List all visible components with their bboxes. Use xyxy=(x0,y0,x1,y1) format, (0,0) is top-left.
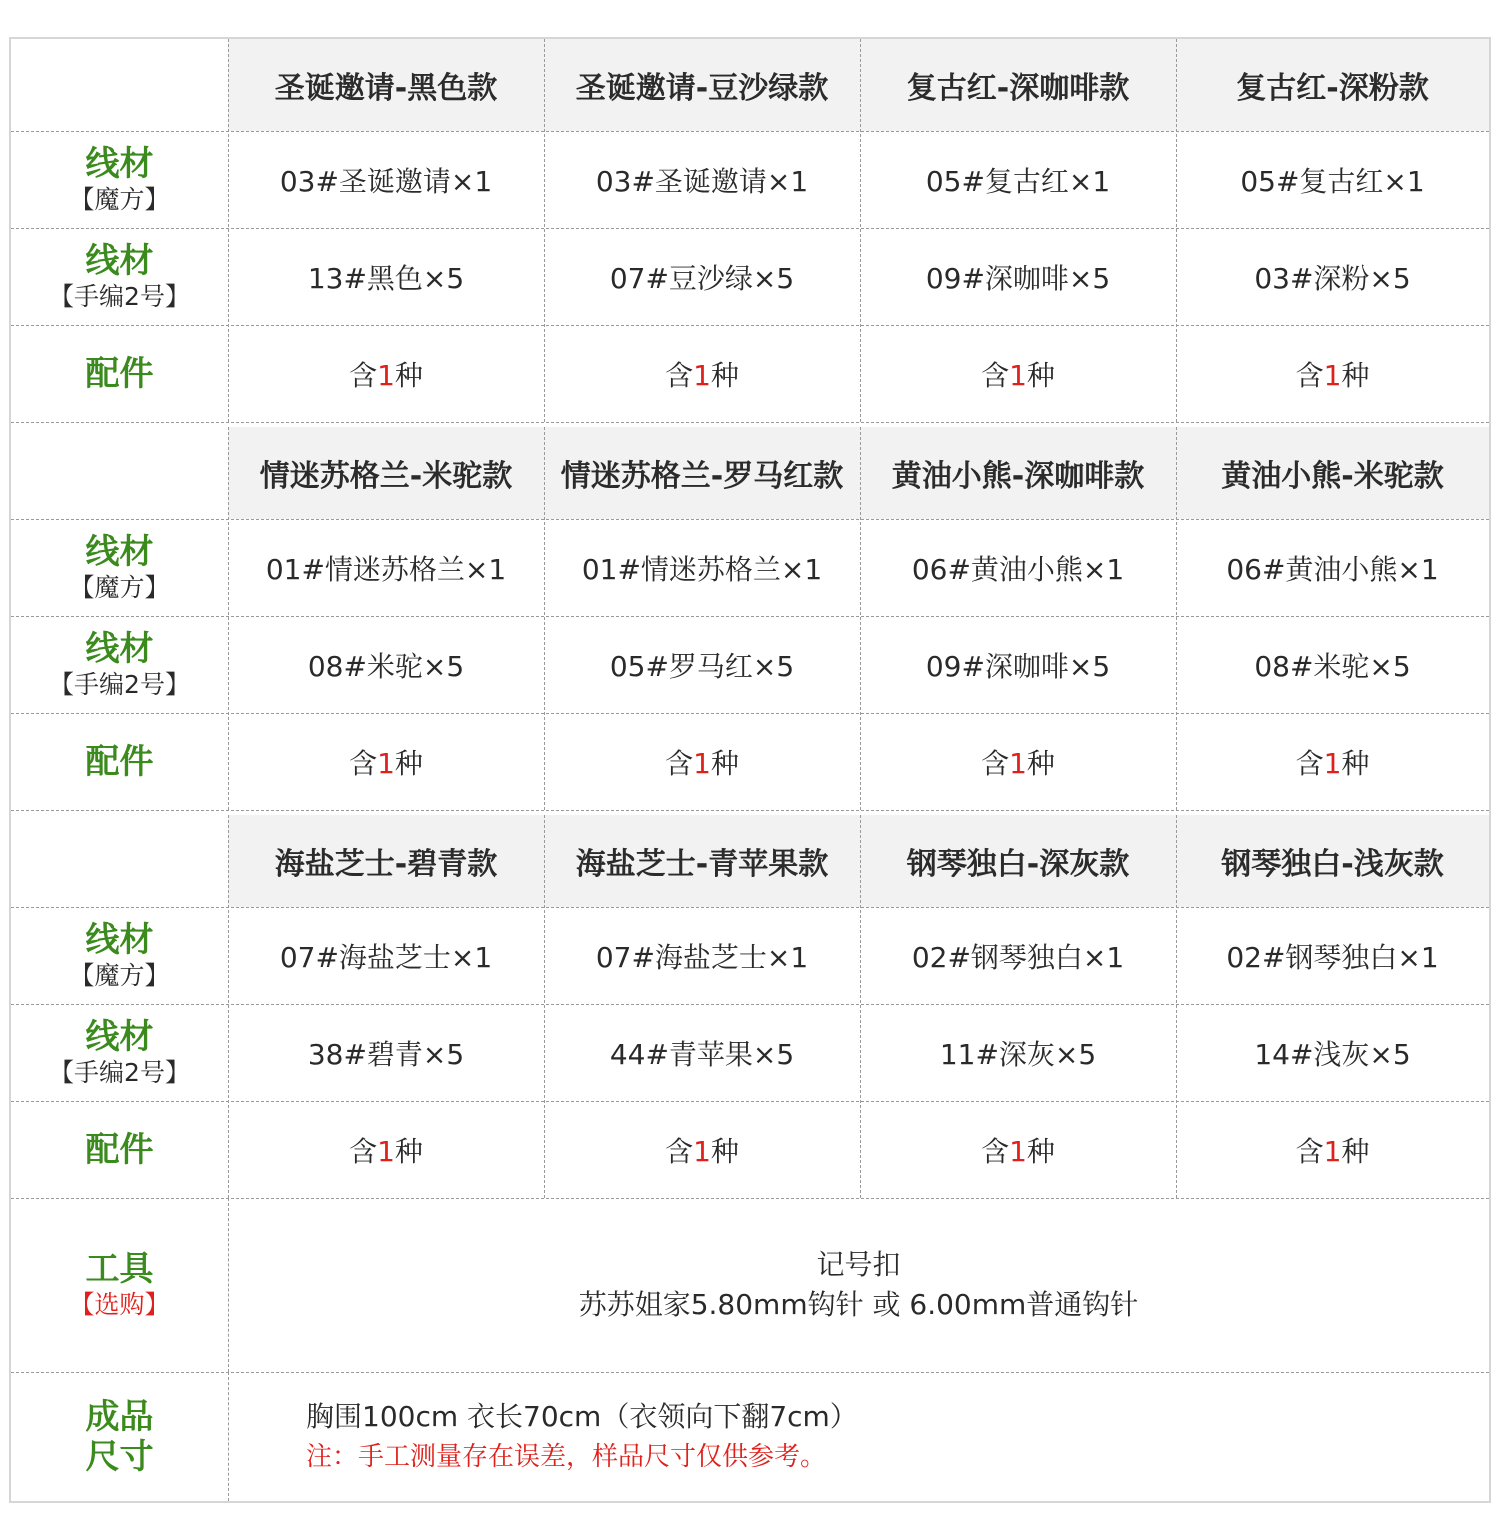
hand-yarn-text: 07#豆沙绿×5 xyxy=(609,261,795,295)
parts-post: 种 xyxy=(1341,358,1370,392)
style-header xyxy=(860,815,1176,907)
cube-yarn-text: 03#圣诞邀请×1 xyxy=(279,164,493,198)
cube-yarn-text: 02#钢琴独白×1 xyxy=(1226,940,1439,974)
parts-value xyxy=(860,713,1176,810)
style-header xyxy=(1176,815,1489,907)
parts-text xyxy=(1296,354,1370,394)
style-name: 圣诞邀请-豆沙绿款 xyxy=(575,71,829,106)
parts-pre: 含 xyxy=(1295,1134,1324,1168)
parts-pre: 含 xyxy=(1295,358,1324,392)
parts-pre: 含 xyxy=(665,1134,694,1168)
cube-yarn-text: 07#海盐芝士×1 xyxy=(279,940,493,974)
hand-yarn-value xyxy=(1176,228,1489,325)
yarn-label: 线材 xyxy=(85,240,154,281)
parts-text xyxy=(1296,742,1370,782)
row-label-hand-yarn xyxy=(11,1004,228,1101)
hand-yarn-text: 14#浅灰×5 xyxy=(1254,1037,1411,1071)
column-divider xyxy=(228,39,229,422)
cube-yarn-value xyxy=(544,519,860,616)
size-note: 注：手工测量存在误差，样品尺寸仅供参考。 xyxy=(306,1441,827,1472)
parts-count: 1 xyxy=(377,358,395,392)
style-header xyxy=(544,427,860,519)
parts-text xyxy=(981,742,1055,782)
style-header xyxy=(544,39,860,131)
cube-yarn-text: 05#复古红×1 xyxy=(925,164,1111,198)
row-label-cube-yarn xyxy=(11,907,228,1004)
parts-post: 种 xyxy=(1341,1134,1370,1168)
cube-yarn-value xyxy=(1176,131,1489,228)
tools-value xyxy=(228,1198,1489,1372)
parts-count: 1 xyxy=(693,1134,711,1168)
column-divider xyxy=(544,39,545,422)
hand-yarn-value xyxy=(228,228,544,325)
row-label-cube-yarn xyxy=(11,131,228,228)
hand-label: 【手编2号】 xyxy=(49,669,190,699)
hand-yarn-value xyxy=(544,228,860,325)
parts-text xyxy=(349,354,423,394)
size-label-2: 尺寸 xyxy=(85,1436,154,1477)
cube-yarn-value xyxy=(1176,519,1489,616)
hand-yarn-value xyxy=(228,1004,544,1101)
style-name: 黄油小熊-米驼款 xyxy=(1221,459,1444,494)
hand-yarn-value xyxy=(1176,1004,1489,1101)
style-name: 黄油小熊-深咖啡款 xyxy=(891,459,1145,494)
style-header xyxy=(228,39,544,131)
parts-count: 1 xyxy=(1009,1134,1027,1168)
style-name: 复古红-深粉款 xyxy=(1236,71,1429,106)
style-name: 钢琴独白-浅灰款 xyxy=(1221,847,1444,882)
column-divider xyxy=(1176,427,1177,810)
parts-value xyxy=(1176,713,1489,810)
parts-post: 种 xyxy=(710,746,739,780)
parts-value xyxy=(544,1101,860,1198)
parts-post: 种 xyxy=(710,1134,739,1168)
parts-pre: 含 xyxy=(665,358,694,392)
parts-post: 种 xyxy=(394,358,423,392)
row-label-hand-yarn xyxy=(11,616,228,713)
row-divider xyxy=(11,1004,1489,1005)
parts-count: 1 xyxy=(1009,746,1027,780)
parts-post: 种 xyxy=(394,1134,423,1168)
parts-pre: 含 xyxy=(981,746,1010,780)
parts-value xyxy=(860,325,1176,422)
parts-count: 1 xyxy=(693,746,711,780)
cube-yarn-text: 06#黄油小熊×1 xyxy=(1226,552,1439,586)
hand-yarn-text: 09#深咖啡×5 xyxy=(925,261,1111,295)
hand-yarn-text: 44#青苹果×5 xyxy=(609,1037,795,1071)
column-divider xyxy=(228,1372,229,1501)
column-divider xyxy=(544,427,545,810)
cube-yarn-value xyxy=(860,131,1176,228)
parts-count: 1 xyxy=(1323,358,1342,392)
cube-yarn-text: 01#情迷苏格兰×1 xyxy=(265,552,507,586)
hand-yarn-text: 13#黑色×5 xyxy=(307,261,465,295)
cube-label: 【魔方】 xyxy=(69,184,170,214)
row-divider xyxy=(11,422,1489,423)
parts-value xyxy=(1176,1101,1489,1198)
parts-value xyxy=(228,1101,544,1198)
row-divider xyxy=(11,810,1489,811)
cube-yarn-value xyxy=(544,131,860,228)
parts-value xyxy=(544,325,860,422)
style-header xyxy=(860,39,1176,131)
cube-yarn-value xyxy=(1176,907,1489,1004)
column-divider xyxy=(228,427,229,810)
parts-text xyxy=(981,354,1055,394)
parts-post: 种 xyxy=(1026,746,1055,780)
column-divider xyxy=(1176,39,1177,422)
parts-count: 1 xyxy=(1323,1134,1342,1168)
style-name: 圣诞邀请-黑色款 xyxy=(274,71,498,106)
column-divider xyxy=(228,815,229,1198)
cube-yarn-value xyxy=(544,907,860,1004)
parts-label: 配件 xyxy=(85,741,154,782)
hand-yarn-text: 09#深咖啡×5 xyxy=(925,649,1111,683)
parts-post: 种 xyxy=(710,358,739,392)
yarn-label: 线材 xyxy=(85,1016,154,1057)
hand-label: 【手编2号】 xyxy=(49,1057,190,1087)
hand-yarn-text: 38#碧青×5 xyxy=(307,1037,465,1071)
row-divider xyxy=(11,713,1489,714)
parts-label: 配件 xyxy=(85,1129,154,1170)
parts-label: 配件 xyxy=(85,353,154,394)
parts-pre: 含 xyxy=(981,1134,1010,1168)
hand-yarn-value xyxy=(1176,616,1489,713)
style-header xyxy=(1176,427,1489,519)
parts-text xyxy=(665,354,739,394)
size-measurements: 胸围100cm 衣长70cm（衣领向下翻7cm） xyxy=(306,1399,858,1433)
column-divider xyxy=(860,815,861,1198)
cube-yarn-text: 07#海盐芝士×1 xyxy=(595,940,809,974)
parts-value xyxy=(228,713,544,810)
row-divider xyxy=(11,616,1489,617)
cube-label: 【魔方】 xyxy=(69,960,170,990)
hand-yarn-value xyxy=(860,616,1176,713)
cube-yarn-text: 03#圣诞邀请×1 xyxy=(595,164,809,198)
row-label-parts xyxy=(11,1101,228,1198)
parts-count: 1 xyxy=(1009,358,1027,392)
column-divider xyxy=(860,39,861,422)
cube-yarn-value xyxy=(860,519,1176,616)
parts-text xyxy=(349,742,423,782)
parts-value xyxy=(228,325,544,422)
tools-line-2: 苏苏姐家5.80mm钩针 或 6.00mm普通钩针 xyxy=(578,1288,1139,1321)
parts-pre: 含 xyxy=(665,746,694,780)
cube-yarn-value xyxy=(228,519,544,616)
row-divider xyxy=(11,907,1489,908)
style-name: 复古红-深咖啡款 xyxy=(906,71,1130,106)
cube-label: 【魔方】 xyxy=(69,572,170,602)
parts-text xyxy=(981,1130,1055,1170)
style-header xyxy=(1176,39,1489,131)
row-divider xyxy=(11,1101,1489,1102)
cube-yarn-text: 06#黄油小熊×1 xyxy=(911,552,1125,586)
column-divider xyxy=(1176,815,1177,1198)
hand-yarn-value xyxy=(544,616,860,713)
size-value xyxy=(228,1372,1489,1501)
style-header xyxy=(860,427,1176,519)
row-label-parts xyxy=(11,713,228,810)
parts-post: 种 xyxy=(1026,358,1055,392)
tools-label: 工具 xyxy=(85,1249,154,1289)
parts-text xyxy=(1296,1130,1370,1170)
row-label-parts xyxy=(11,325,228,422)
cube-yarn-text: 02#钢琴独白×1 xyxy=(911,940,1125,974)
style-name: 情迷苏格兰-罗马红款 xyxy=(560,459,844,494)
yarn-label: 线材 xyxy=(85,628,154,669)
hand-yarn-value xyxy=(228,616,544,713)
parts-pre: 含 xyxy=(981,358,1010,392)
hand-yarn-text: 03#深粉×5 xyxy=(1254,261,1411,295)
style-name: 钢琴独白-深灰款 xyxy=(906,847,1130,882)
row-divider xyxy=(11,325,1489,326)
parts-text xyxy=(665,1130,739,1170)
tools-line-1: 记号扣 xyxy=(816,1248,901,1281)
parts-count: 1 xyxy=(377,746,395,780)
row-label-hand-yarn xyxy=(11,228,228,325)
row-divider xyxy=(11,519,1489,520)
parts-value xyxy=(544,713,860,810)
size-label-1: 成品 xyxy=(85,1396,154,1437)
cube-yarn-value xyxy=(228,131,544,228)
yarn-label: 线材 xyxy=(85,143,154,184)
spec-table xyxy=(9,37,1491,1503)
cube-yarn-value xyxy=(860,907,1176,1004)
hand-yarn-text: 08#米驼×5 xyxy=(1254,649,1411,683)
hand-yarn-text: 08#米驼×5 xyxy=(307,649,465,683)
parts-value xyxy=(860,1101,1176,1198)
optional-label: 【选购】 xyxy=(69,1290,170,1319)
column-divider xyxy=(544,815,545,1198)
parts-text xyxy=(665,742,739,782)
yarn-label: 线材 xyxy=(85,531,154,572)
row-label-tools xyxy=(11,1198,228,1372)
column-divider xyxy=(860,427,861,810)
row-divider xyxy=(11,228,1489,229)
parts-count: 1 xyxy=(693,358,711,392)
row-divider xyxy=(11,131,1489,132)
hand-yarn-text: 05#罗马红×5 xyxy=(609,649,795,683)
cube-yarn-text: 05#复古红×1 xyxy=(1240,164,1425,198)
hand-yarn-value xyxy=(860,1004,1176,1101)
header-label-blank xyxy=(11,39,228,131)
style-header xyxy=(228,427,544,519)
style-name: 海盐芝士-青苹果款 xyxy=(575,847,829,882)
parts-post: 种 xyxy=(394,746,423,780)
cube-yarn-value xyxy=(228,907,544,1004)
row-label-size xyxy=(11,1372,228,1501)
parts-pre: 含 xyxy=(1295,746,1324,780)
style-header xyxy=(228,815,544,907)
hand-label: 【手编2号】 xyxy=(49,281,190,311)
cube-yarn-text: 01#情迷苏格兰×1 xyxy=(581,552,823,586)
style-name: 海盐芝士-碧青款 xyxy=(274,847,498,882)
parts-text xyxy=(349,1130,423,1170)
parts-pre: 含 xyxy=(349,1134,378,1168)
hand-yarn-value xyxy=(544,1004,860,1101)
yarn-label: 线材 xyxy=(85,919,154,960)
column-divider xyxy=(228,1198,229,1372)
hand-yarn-text: 11#深灰×5 xyxy=(939,1037,1097,1071)
parts-pre: 含 xyxy=(349,358,378,392)
header-label-blank xyxy=(11,815,228,907)
parts-post: 种 xyxy=(1341,746,1370,780)
parts-count: 1 xyxy=(1323,746,1342,780)
parts-post: 种 xyxy=(1026,1134,1055,1168)
hand-yarn-value xyxy=(860,228,1176,325)
header-label-blank xyxy=(11,427,228,519)
parts-count: 1 xyxy=(377,1134,395,1168)
parts-value xyxy=(1176,325,1489,422)
style-name: 情迷苏格兰-米驼款 xyxy=(259,459,513,494)
style-header xyxy=(544,815,860,907)
row-label-cube-yarn xyxy=(11,519,228,616)
parts-pre: 含 xyxy=(349,746,378,780)
